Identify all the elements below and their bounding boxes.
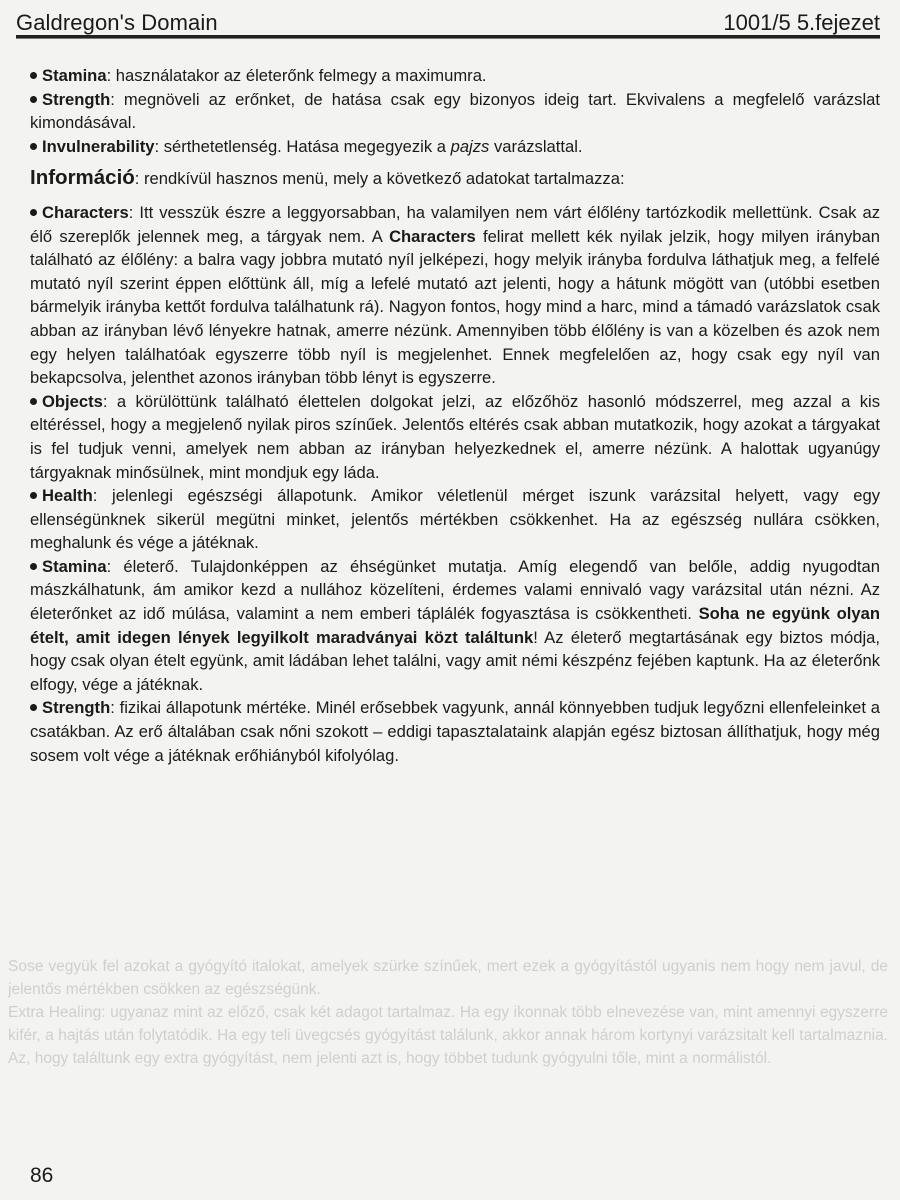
definition: : a körülöttünk található élettelen dolgokat jelzi, az előzőhöz hasonló módszerrel, meg azzal a kis eltéréssel, hogy a megjelenő nyilak piros színűek. Jelentős eltérés csak abban mutatkozik, hogy azokat a tárgyakat is fel tudjuk venni, amelyek nem abban az irányban helyezkednek el, amerre nézünk. A halottak ugyanúgy tárgyaknak minősülnek, mint mondjuk egy láda.	[30, 391, 880, 482]
item-invulnerability	[30, 135, 880, 159]
bleed-through-text	[8, 955, 888, 1070]
item-health	[30, 484, 880, 555]
book-title: Galdregon's Domain	[16, 10, 218, 35]
term: Health	[42, 486, 93, 506]
section-title: Információ	[30, 166, 135, 190]
item-strength	[30, 696, 880, 767]
item-stamina	[30, 555, 880, 697]
header-rule	[16, 35, 880, 39]
term: Strength	[42, 89, 111, 109]
term: Stamina	[42, 556, 107, 576]
item-stamina-potion	[30, 64, 880, 88]
page-number: 86	[30, 1164, 54, 1187]
definition: : megnöveli az erőnket, de hatása csak egy bizonyos ideig tart. Ekvivalens a megfelelő varázslat kimondásával.	[30, 89, 880, 133]
body-text	[30, 64, 880, 767]
running-header	[16, 8, 880, 38]
chapter-label: 1001/5 5.fejezet	[723, 10, 880, 35]
definition-cont: felirat mellett kék nyilak jelzik, hogy milyen irányban található az élőlény: a balra vagy jobbra mutató nyíl jelképezi, hogy melyik irányba fordulva láthatjuk meg, a felfelé mutató nyíl szerint éppen előttünk áll, míg a lefelé mutató azt jelenti, hogy a hátunk mögött van (utóbbi esetben bármelyik irányba kettőt fordulva találhatunk rá). Nagyon fontos, hogy mind a harc, mind a támadó varázslatok csak abban az irányban lévő lényekre hatnak, amerre nézünk. Amennyiben több élőlény is van a közelben és azok nem egy helyen találhatóak egyszerre több nyíl is megjelenhet. Ennek megfelelően az, hogy csak egy nyíl van bekapcsolva, jelenthet azonos irányban több lényt is egyszerre.	[30, 226, 880, 388]
term: Objects	[42, 391, 103, 411]
item-objects	[30, 390, 880, 484]
bleed-through-paragraph: Sose vegyük fel azokat a gyógyító italokat, amelyek szürke színűek, mert ezek a gyógyítástól ugyanis nem hogy nem javul, de jelentős mértékben csökken az egészségünk.	[8, 958, 888, 998]
section-information	[30, 166, 880, 191]
term: Stamina	[42, 66, 107, 85]
definition: : használatakor az életerőnk felmegy a maximumra.	[106, 66, 487, 85]
definition-end: varázslattal.	[489, 136, 583, 156]
warning: Soha ne együnk olyan ételt, amit idegen lények legyilkolt maradványai közt találtunk	[30, 604, 880, 647]
item-strength-potion	[30, 88, 880, 135]
definition: : jelenlegi egészségi állapotunk. Amikor véletlenül mérget iszunk varázsital helyett, vagy egy ellenségünknek sikerül megütni minket, jelentős mértékben csökkenhet. Ha az egészség nullára csökken, meghalunk és vége a játéknak.	[30, 486, 880, 553]
definition: : fizikai állapotunk mértéke. Minél erősebbek vagyunk, annál könnyebben tudjuk legyőzni ellenfeleinket a csatákban. Az erő általában csak nőni szokott – eddigi tapasztalataink alapján egész biztosan állíthatjuk, hogy még sosem volt vége a játéknak erőhiányból kifolyólag.	[30, 698, 880, 765]
term: Strength	[42, 698, 111, 718]
spell-name: pajzs	[450, 136, 490, 156]
section-intro: : rendkívül hasznos menü, mely a következő adatokat tartalmazza:	[134, 169, 625, 189]
bleed-through-paragraph: Extra Healing: ugyanaz mint az előző, csak két adagot tartalmaz. Ha egy ikonnak több elnevezése van, mint amennyi egyszerre kifér, a hajtás után folytatódik. Ha egy teli üvegcsés gyógyítást találunk, akkor annak három kortynyi varázsitalt kell tartalmaznia. Az, hogy találtunk egy extra gyógyítást, nem jelenti azt is, hogy többet tudunk gyógyulni tőle, mint a normálistól.	[8, 1004, 888, 1067]
term-inline: Characters	[389, 226, 476, 246]
term: Invulnerability	[42, 136, 155, 156]
term: Characters	[42, 202, 129, 222]
item-characters	[30, 201, 880, 390]
definition: : Itt vesszük észre a leggyorsabban, ha valamilyen nem várt élőlény tartózkodik mellettünk. Csak az élő szereplők jelennek meg, a tárgyak nem. A	[30, 202, 880, 246]
definition-cont: ! Az életerő megtartásának egy biztos módja, hogy csak olyan ételt együnk, amit ládában lehet találni, vagy amit némi készpénz fejében kaptunk. Ha az életerőnk elfogy, vége a játéknak.	[30, 627, 880, 694]
definition: : életerő. Tulajdonképpen az éhségünket mutatja. Amíg elegendő van belőle, addig nyugodtan mászkálhatunk, ám amikor kezd a nullához közelíteni, érdemes valami ennivaló vagy varázsital után nézni. Az életerőnket az idő múlása, valamint a nem emberi táplálék fogyasztása is csökkentheti.	[30, 556, 880, 624]
definition: : sérthetetlenség. Hatása megegyezik a	[154, 136, 451, 156]
